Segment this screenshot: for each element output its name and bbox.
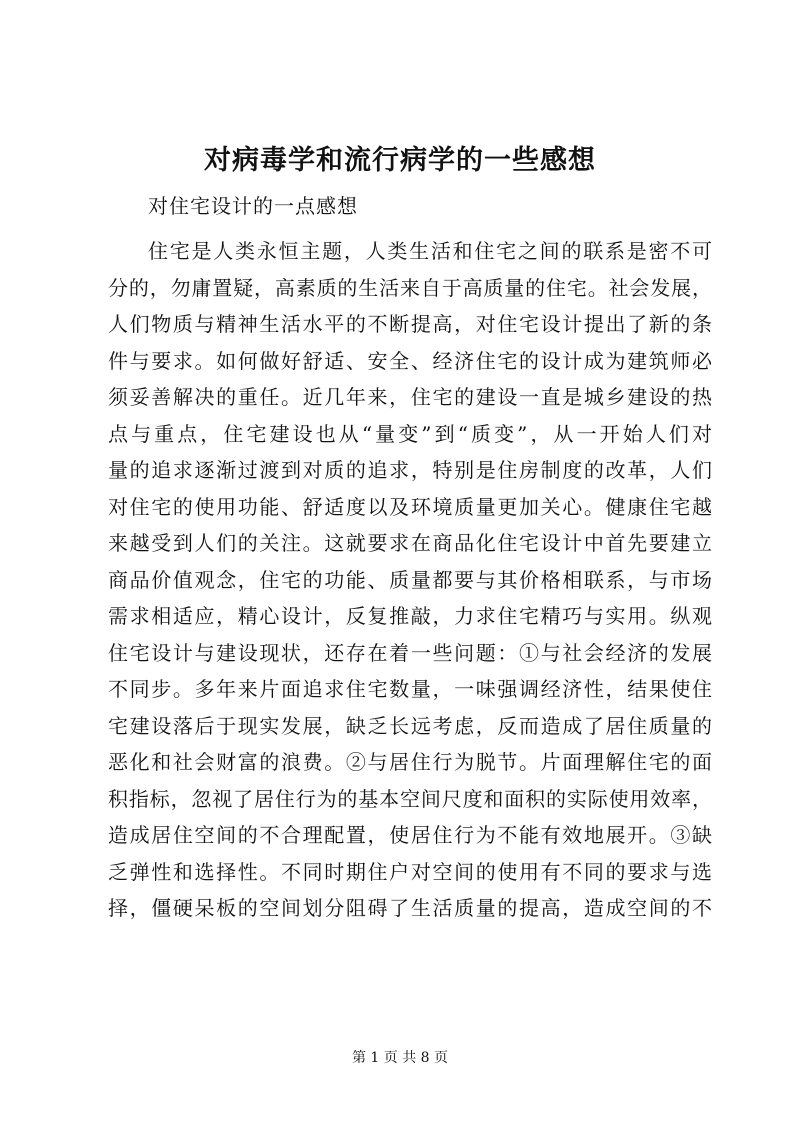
body-line: 乏弹性和选择性。不同时期住户对空间的使用有不同的要求与选 xyxy=(108,859,712,884)
body-line: 宅建设落后于现实发展，缺乏长远考虑，反而造成了居住质量的 xyxy=(108,713,712,738)
body-line: 造成居住空间的不合理配置，使居住行为不能有效地展开。③缺 xyxy=(108,823,712,847)
body-line: 件与要求。如何做好舒适、安全、经济住宅的设计成为建筑师必 xyxy=(108,348,712,373)
page-footer: 第 1 页 共 8 页 xyxy=(351,1050,449,1066)
body-line: 需求相适应，精心设计，反复推敲，力求住宅精巧与实用。纵观 xyxy=(108,604,712,628)
body-line: 不同步。多年来片面追求住宅数量，一味强调经济性，结果使住 xyxy=(108,677,712,701)
document-subtitle: 对住宅设计的一点感想 xyxy=(148,194,358,218)
body-line: 量的追求逐渐过渡到对质的追求，特别是住房制度的改革，人们 xyxy=(108,458,712,482)
body-line: 择，僵硬呆板的空间划分阻碍了生活质量的提高，造成空间的不 xyxy=(108,896,712,920)
body-line: 对住宅的使用功能、舒适度以及环境质量更加关心。健康住宅越 xyxy=(108,494,712,519)
body-line: 人们物质与精神生活水平的不断提高，对住宅设计提出了新的条 xyxy=(108,312,712,336)
body-line: 须妥善解决的重任。近几年来，住宅的建设一直是城乡建设的热 xyxy=(108,385,712,409)
body-line: 积指标，忽视了居住行为的基本空间尺度和面积的实际使用效率， xyxy=(108,786,712,811)
body-line: 商品价值观念，住宅的功能、质量都要与其价格相联系，与市场 xyxy=(108,567,712,592)
document-title: 对病毒学和流行病学的一些感想 xyxy=(204,145,596,176)
body-line: 来越受到人们的关注。这就要求在商品化住宅设计中首先要建立 xyxy=(108,531,712,555)
body-line: 住宅设计与建设现状，还存在着一些问题：①与社会经济的发展 xyxy=(108,640,712,665)
body-line: 住宅是人类永恒主题，人类生活和住宅之间的联系是密不可 xyxy=(148,239,712,263)
body-line: 点与重点，住宅建设也从“量变”到“质变”，从一开始人们对 xyxy=(108,421,712,446)
body-line: 分的，勿庸置疑，高素质的生活来自于高质量的住宅。社会发展， xyxy=(108,275,712,300)
body-line: 恶化和社会财富的浪费。②与居住行为脱节。片面理解住宅的面 xyxy=(108,750,712,774)
